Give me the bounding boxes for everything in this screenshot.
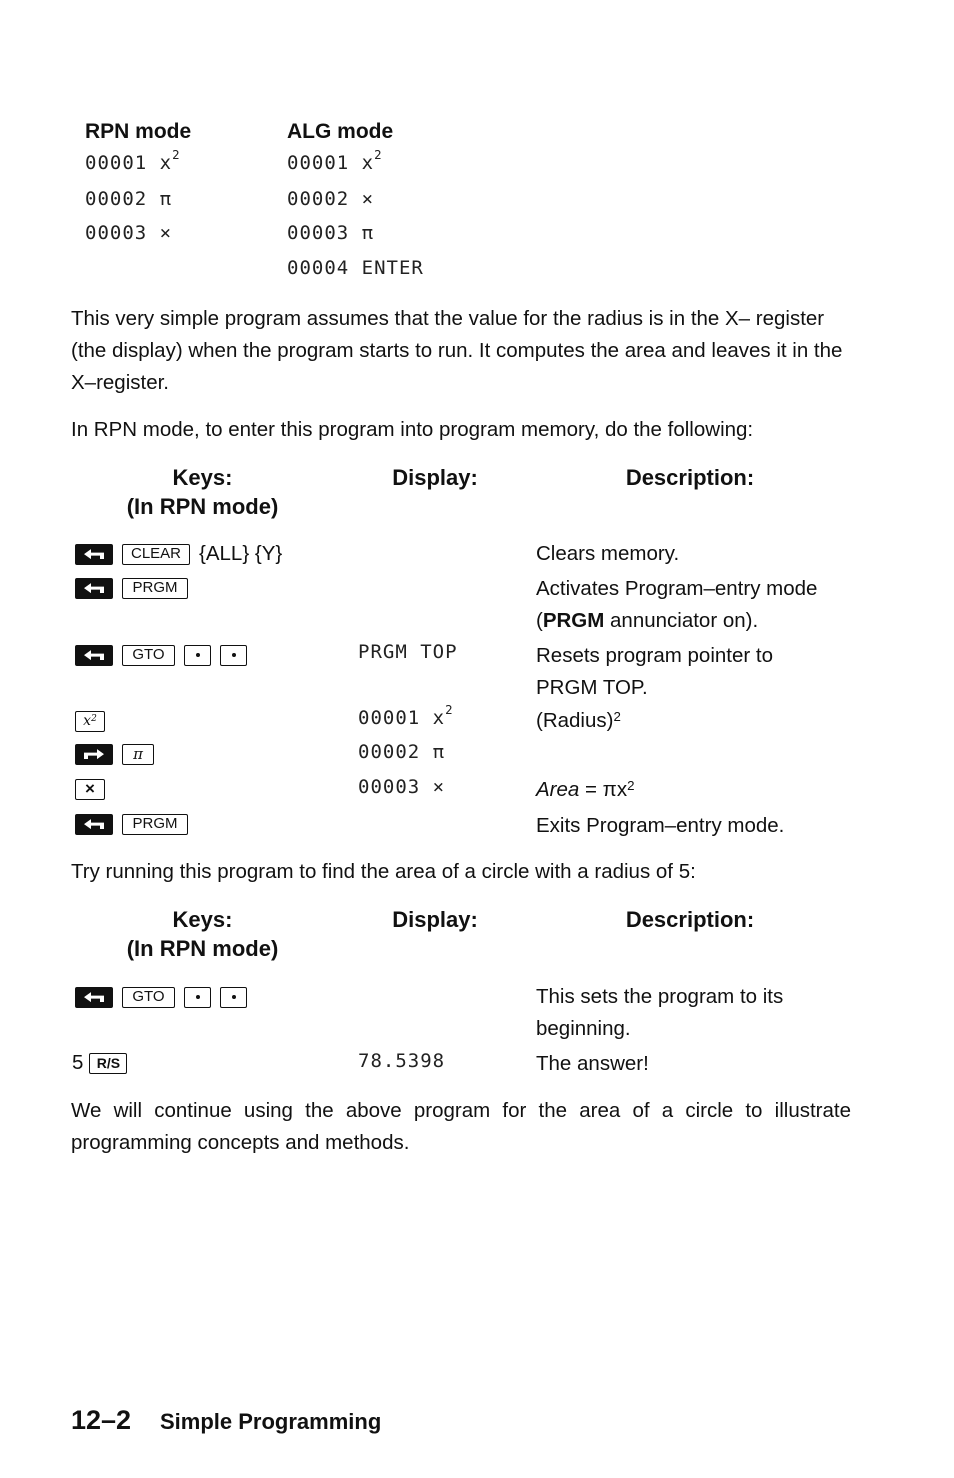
pi-key: π <box>122 744 154 765</box>
paragraph-instructions: In RPN mode, to enter this program into program memory, do the following: <box>71 418 754 441</box>
display-readout: 00003 × <box>358 776 446 798</box>
rpn-line: 00002 π <box>85 188 173 210</box>
rpn-line: 00003 × <box>85 222 173 244</box>
page-number: 12–2 <box>71 1405 132 1435</box>
display-readout: PRGM TOP <box>358 641 458 663</box>
keys-row <box>75 981 256 1013</box>
left-shift-key-icon <box>75 578 113 599</box>
paragraph-closing: We will continue using the above program for the area of a circle to illustrate programming concepts and methods. <box>71 1099 851 1154</box>
display-header: Display: <box>392 907 478 932</box>
multiply-key: × <box>75 779 105 800</box>
alg-line: 00002 × <box>287 188 375 210</box>
paragraph-try: Try running this program to find the area of a circle with a radius of 5: <box>71 860 696 883</box>
alg-mode-header: ALG mode <box>287 120 394 143</box>
keys-header: Keys: (In RPN mode) <box>126 465 279 519</box>
rpn-mode-header: RPN mode <box>85 120 192 143</box>
left-shift-key-icon <box>75 987 113 1008</box>
keys-row <box>75 738 163 770</box>
paragraph-intro: This very simple program assumes that the value for the radius is in the X– register (the display) when the program starts to run. It computes the area and leaves it in the X–register. <box>71 307 843 394</box>
keys-row: 5 R/S <box>72 1047 136 1079</box>
description: The answer! <box>536 1052 649 1075</box>
right-shift-key-icon <box>75 744 113 765</box>
keys-header: Keys: (In RPN mode) <box>126 907 279 961</box>
prgm-key: PRGM <box>122 814 188 835</box>
description-header: Description: <box>625 907 755 932</box>
description: Resets program pointer to PRGM TOP. <box>536 644 774 699</box>
keys-row <box>75 773 114 805</box>
decimal-point-key-icon <box>184 645 211 666</box>
menu-keys: {ALL} {Y} <box>199 542 283 565</box>
description: Exits Program–entry mode. <box>536 814 785 837</box>
rpn-line: 00001 $x^2$ <box>85 148 181 174</box>
gto-key: GTO <box>122 645 175 666</box>
keys-row <box>75 639 256 671</box>
description: Activates Program–entry mode (PRGM annunciator on). <box>536 577 818 632</box>
display-readout: 00001 $x^2$ <box>358 703 454 729</box>
prgm-key: PRGM <box>122 578 188 599</box>
x-squared-key-icon: $x^2$ <box>75 711 105 732</box>
display-header: Display: <box>392 465 478 490</box>
run-stop-key: R/S <box>89 1053 127 1074</box>
display-readout: 00002 π <box>358 741 446 763</box>
alg-line: 00003 π <box>287 222 375 244</box>
description: This sets the program to its beginning. <box>536 985 784 1040</box>
keys-row <box>75 572 197 604</box>
alg-line: 00001 $x^2$ <box>287 148 383 174</box>
description: (Radius)$^2$ <box>536 709 621 732</box>
left-shift-key-icon <box>75 645 113 666</box>
clear-key: CLEAR <box>122 544 190 565</box>
keys-row <box>75 808 197 840</box>
left-shift-key-icon <box>75 544 113 565</box>
description: Clears memory. <box>536 542 680 565</box>
decimal-point-key-icon <box>184 987 211 1008</box>
decimal-point-key-icon <box>220 987 247 1008</box>
decimal-point-key-icon <box>220 645 247 666</box>
gto-key: GTO <box>122 987 175 1008</box>
display-readout: 78.5398 <box>358 1050 446 1072</box>
description-header: Description: <box>625 465 755 490</box>
chapter-title: Simple Programming <box>160 1409 382 1434</box>
left-shift-key-icon <box>75 814 113 835</box>
keys-row <box>75 705 114 737</box>
description: Area = $\pi x^2$ <box>536 778 635 801</box>
keys-row <box>75 538 282 570</box>
alg-line: 00004 ENTER <box>287 257 424 279</box>
